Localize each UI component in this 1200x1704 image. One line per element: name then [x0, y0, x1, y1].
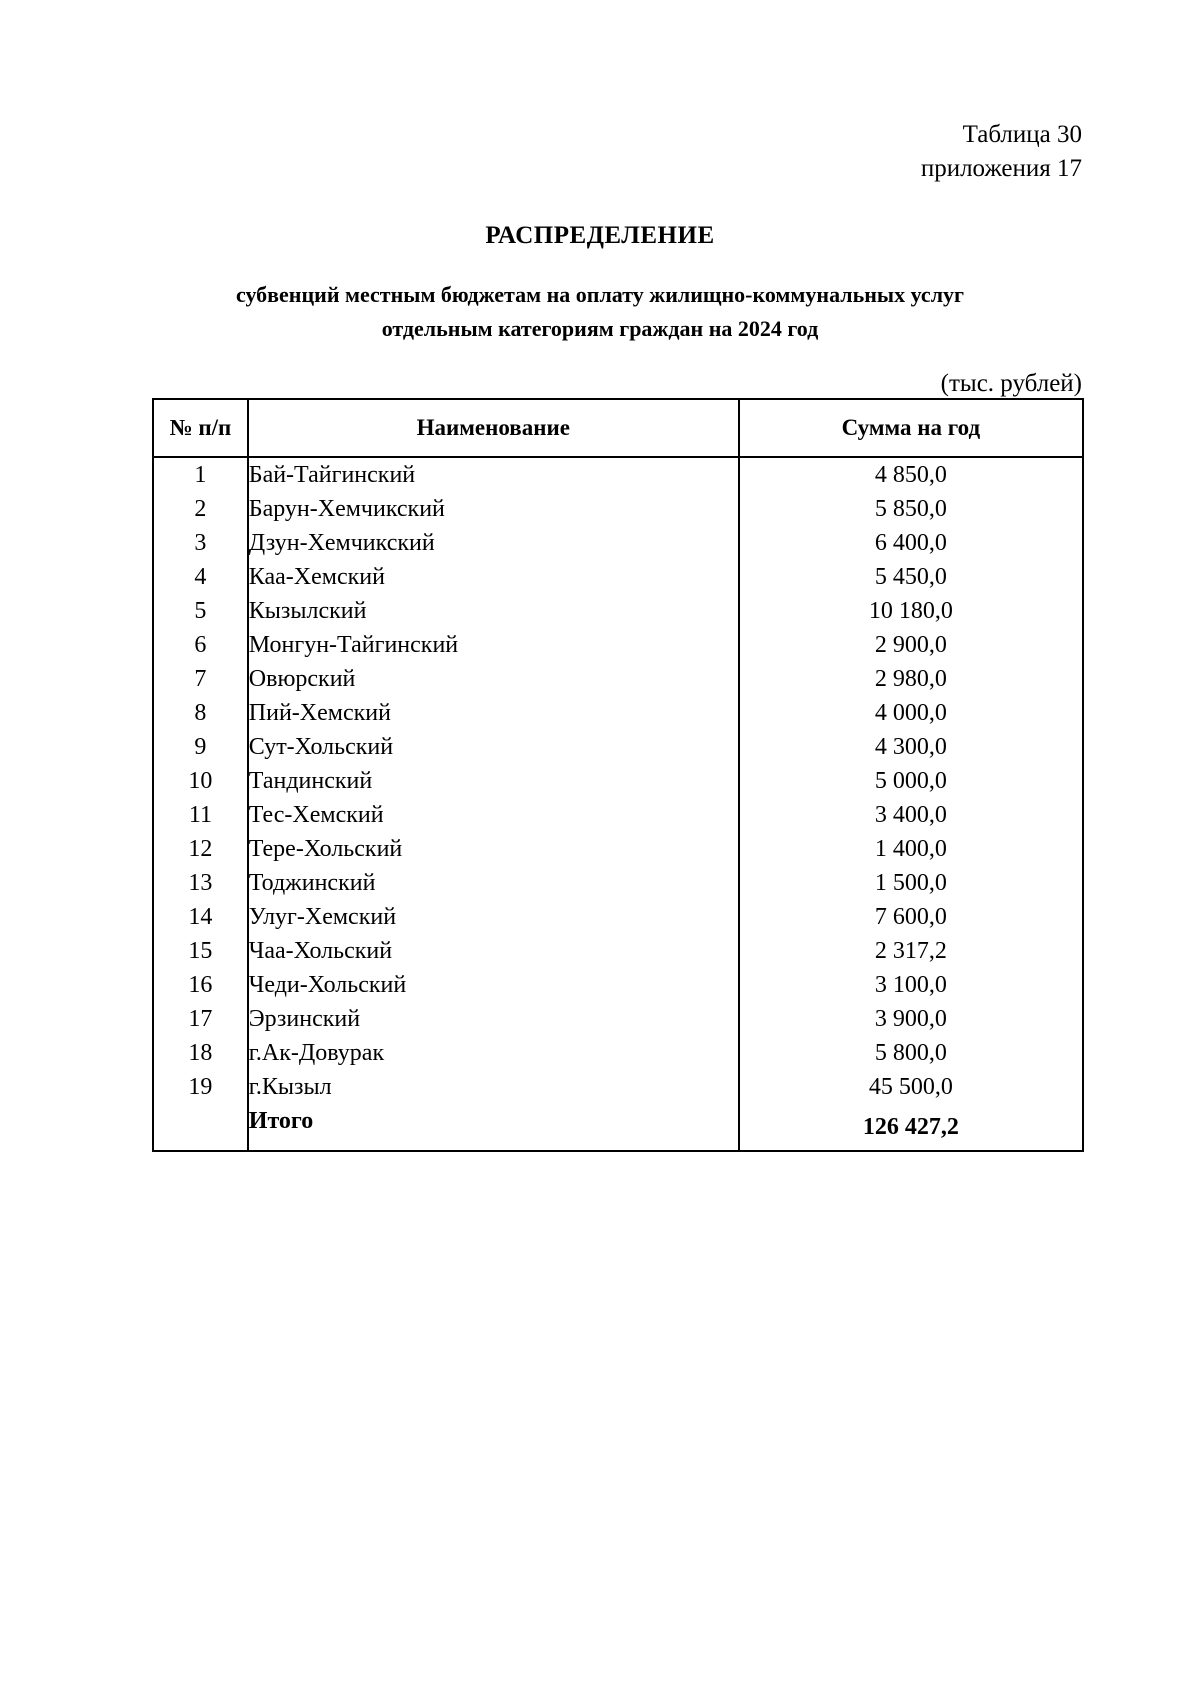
row-number: 8 [153, 698, 248, 732]
row-name: Кызылский [248, 596, 739, 630]
total-label: Итого [248, 1106, 739, 1151]
row-sum: 5 000,0 [739, 766, 1083, 800]
row-number: 1 [153, 457, 248, 494]
row-name: г.Ак-Довурак [248, 1038, 739, 1072]
row-number: 2 [153, 494, 248, 528]
table-row [153, 457, 1083, 494]
row-number: 6 [153, 630, 248, 664]
row-name: Тере-Хольский [248, 834, 739, 868]
table-row [153, 698, 1083, 732]
row-number: 19 [153, 1072, 248, 1106]
row-sum: 4 000,0 [739, 698, 1083, 732]
table-row [153, 800, 1083, 834]
row-sum: 6 400,0 [739, 528, 1083, 562]
table-row [153, 528, 1083, 562]
table-row [153, 834, 1083, 868]
table-number: Таблица 30 [962, 121, 1082, 148]
row-number: 11 [153, 800, 248, 834]
table-reference [921, 118, 1082, 186]
row-number: 3 [153, 528, 248, 562]
row-name: Тес-Хемский [248, 800, 739, 834]
row-name: г.Кызыл [248, 1072, 739, 1106]
row-name: Сут-Хольский [248, 732, 739, 766]
appendix-number: приложения 17 [920, 155, 1082, 182]
row-number: 12 [153, 834, 248, 868]
row-number: 10 [153, 766, 248, 800]
row-name: Чаа-Хольский [248, 936, 739, 970]
row-name: Овюрский [248, 664, 739, 698]
row-number: 14 [153, 902, 248, 936]
row-sum: 3 100,0 [739, 970, 1083, 1004]
row-name: Пий-Хемский [248, 698, 739, 732]
row-number: 7 [153, 664, 248, 698]
column-header-number: № п/п [153, 399, 248, 457]
row-number: 17 [153, 1004, 248, 1038]
document-title: РАСПРЕДЕЛЕНИЕ [485, 222, 715, 249]
row-sum: 1 500,0 [739, 868, 1083, 902]
table-row [153, 766, 1083, 800]
subtitle-line-2: отдельным категориям граждан на 2024 год [381, 316, 819, 341]
table-row [153, 970, 1083, 1004]
row-sum: 3 400,0 [739, 800, 1083, 834]
row-name: Улуг-Хемский [248, 902, 739, 936]
row-sum: 3 900,0 [739, 1004, 1083, 1038]
row-sum: 10 180,0 [739, 596, 1083, 630]
table-row [153, 1038, 1083, 1072]
row-name: Бай-Тайгинский [248, 457, 739, 494]
row-number: 5 [153, 596, 248, 630]
document-subtitle [150, 278, 1050, 346]
row-name: Чеди-Хольский [248, 970, 739, 1004]
row-name: Эрзинский [248, 1004, 739, 1038]
total-number-cell [153, 1106, 248, 1151]
row-sum: 2 317,2 [739, 936, 1083, 970]
row-sum: 5 800,0 [739, 1038, 1083, 1072]
row-number: 13 [153, 868, 248, 902]
column-header-name: Наименование [248, 399, 739, 457]
table-row [153, 664, 1083, 698]
table-body [153, 457, 1083, 1151]
row-sum: 2 900,0 [739, 630, 1083, 664]
row-number: 15 [153, 936, 248, 970]
row-sum: 5 450,0 [739, 562, 1083, 596]
row-sum: 4 850,0 [739, 457, 1083, 494]
table-row [153, 596, 1083, 630]
row-name: Тандинский [248, 766, 739, 800]
row-number: 16 [153, 970, 248, 1004]
total-sum: 126 427,2 [739, 1106, 1083, 1151]
column-header-sum: Сумма на год [739, 399, 1083, 457]
table-row [153, 630, 1083, 664]
table-row [153, 868, 1083, 902]
distribution-table [152, 398, 1084, 1152]
row-name: Барун-Хемчикский [248, 494, 739, 528]
table-row [153, 562, 1083, 596]
table-row [153, 936, 1083, 970]
row-sum: 5 850,0 [739, 494, 1083, 528]
row-sum: 2 980,0 [739, 664, 1083, 698]
row-name: Дзун-Хемчикский [248, 528, 739, 562]
table-header-row [153, 399, 1083, 457]
row-name: Тоджинский [248, 868, 739, 902]
row-number: 18 [153, 1038, 248, 1072]
table-row [153, 1004, 1083, 1038]
table-row [153, 494, 1083, 528]
row-name: Монгун-Тайгинский [248, 630, 739, 664]
total-row [153, 1106, 1083, 1151]
row-sum: 1 400,0 [739, 834, 1083, 868]
table-row [153, 1072, 1083, 1106]
row-number: 9 [153, 732, 248, 766]
row-sum: 4 300,0 [739, 732, 1083, 766]
subtitle-line-1: субвенций местным бюджетам на оплату жилищно-коммунальных услуг [235, 282, 965, 307]
row-sum: 45 500,0 [739, 1072, 1083, 1106]
row-sum: 7 600,0 [739, 902, 1083, 936]
row-name: Каа-Хемский [248, 562, 739, 596]
table-row [153, 902, 1083, 936]
row-number: 4 [153, 562, 248, 596]
table-row [153, 732, 1083, 766]
units-label: (тыс. рублей) [940, 370, 1082, 397]
